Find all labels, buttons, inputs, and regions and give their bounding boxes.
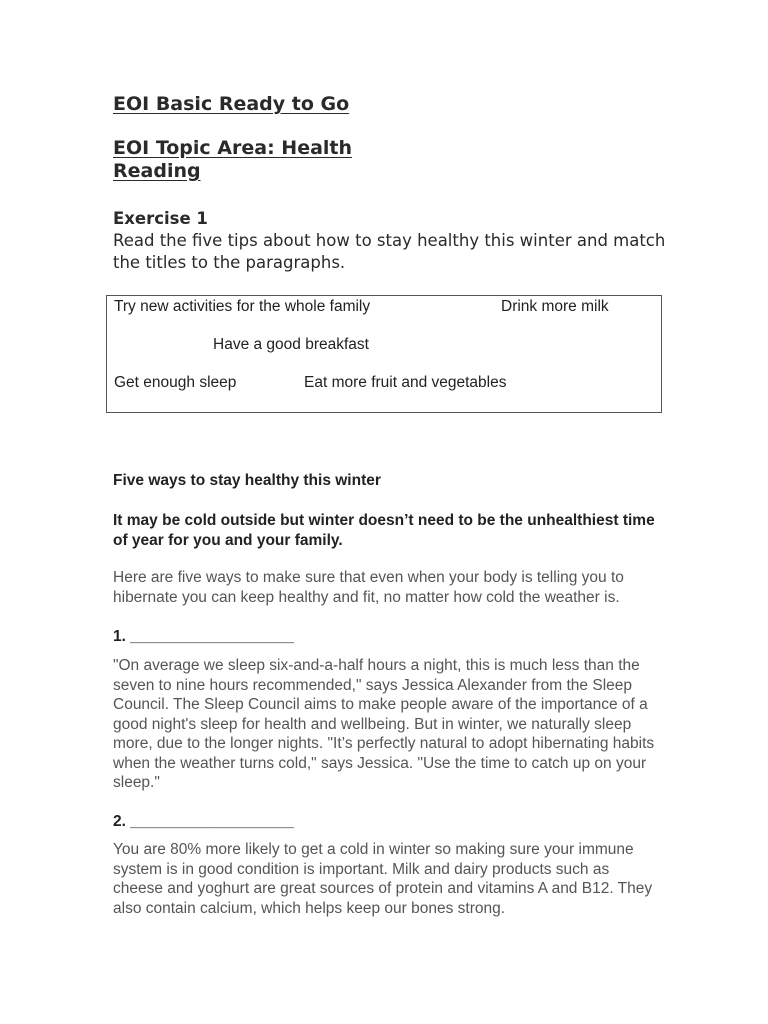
section-number-blank: 2. ___________________ (113, 813, 295, 830)
section-paragraph: You are 80% more likely to get a cold in winter so making sure your immune system is in good condition is important. Milk and dairy products such as cheese and yoghurt are great sources of protein and vitamins A and B12. They also contain calcium, which helps keep our bones strong. (113, 841, 653, 917)
exercise-instruction: Read the five tips about how to stay healthy this winter and match the titles to the paragraphs. (113, 231, 666, 272)
section-paragraph: "On average we sleep six-and-a-half hours a night, this is much less than the seven to nine hours recommended," says Jessica Alexander from the Sleep Council. The Sleep Council aims to make people aware of the importance of a good night's sleep for health and wellbeing. But in winter, we naturally sleep more, due to the longer nights. "It’s perfectly natural to adopt hibernating habits when the weather turns cold," says Jessica. "Use the time to catch up on your sleep." (113, 657, 655, 791)
title-option: Get enough sleep (114, 374, 237, 391)
title-option: Eat more fruit and vegetables (304, 374, 507, 391)
exercise-block (113, 208, 673, 274)
article-intro: Here are five ways to make sure that even when your body is telling you to hibernate you can keep healthy and fit, no matter how cold the weather is. (113, 569, 624, 606)
topic-area-line: EOI Topic Area: Health (113, 137, 353, 159)
title-option: Drink more milk (501, 298, 609, 315)
article-standfirst: It may be cold outside but winter doesn’t need to be the unhealthiest time of year for you and your family. (113, 512, 655, 549)
title-option: Try new activities for the whole family (114, 298, 371, 315)
document-title: EOI Basic Ready to Go (113, 93, 350, 115)
article-title: Five ways to stay healthy this winter (113, 472, 381, 489)
section-number-blank: 1. ___________________ (113, 628, 295, 645)
title-option: Have a good breakfast (213, 336, 369, 353)
topic-subtitle-reading: Reading (113, 160, 201, 182)
exercise-label: Exercise 1 (113, 209, 208, 228)
titles-box (106, 295, 662, 413)
topic-area-heading (113, 137, 433, 183)
